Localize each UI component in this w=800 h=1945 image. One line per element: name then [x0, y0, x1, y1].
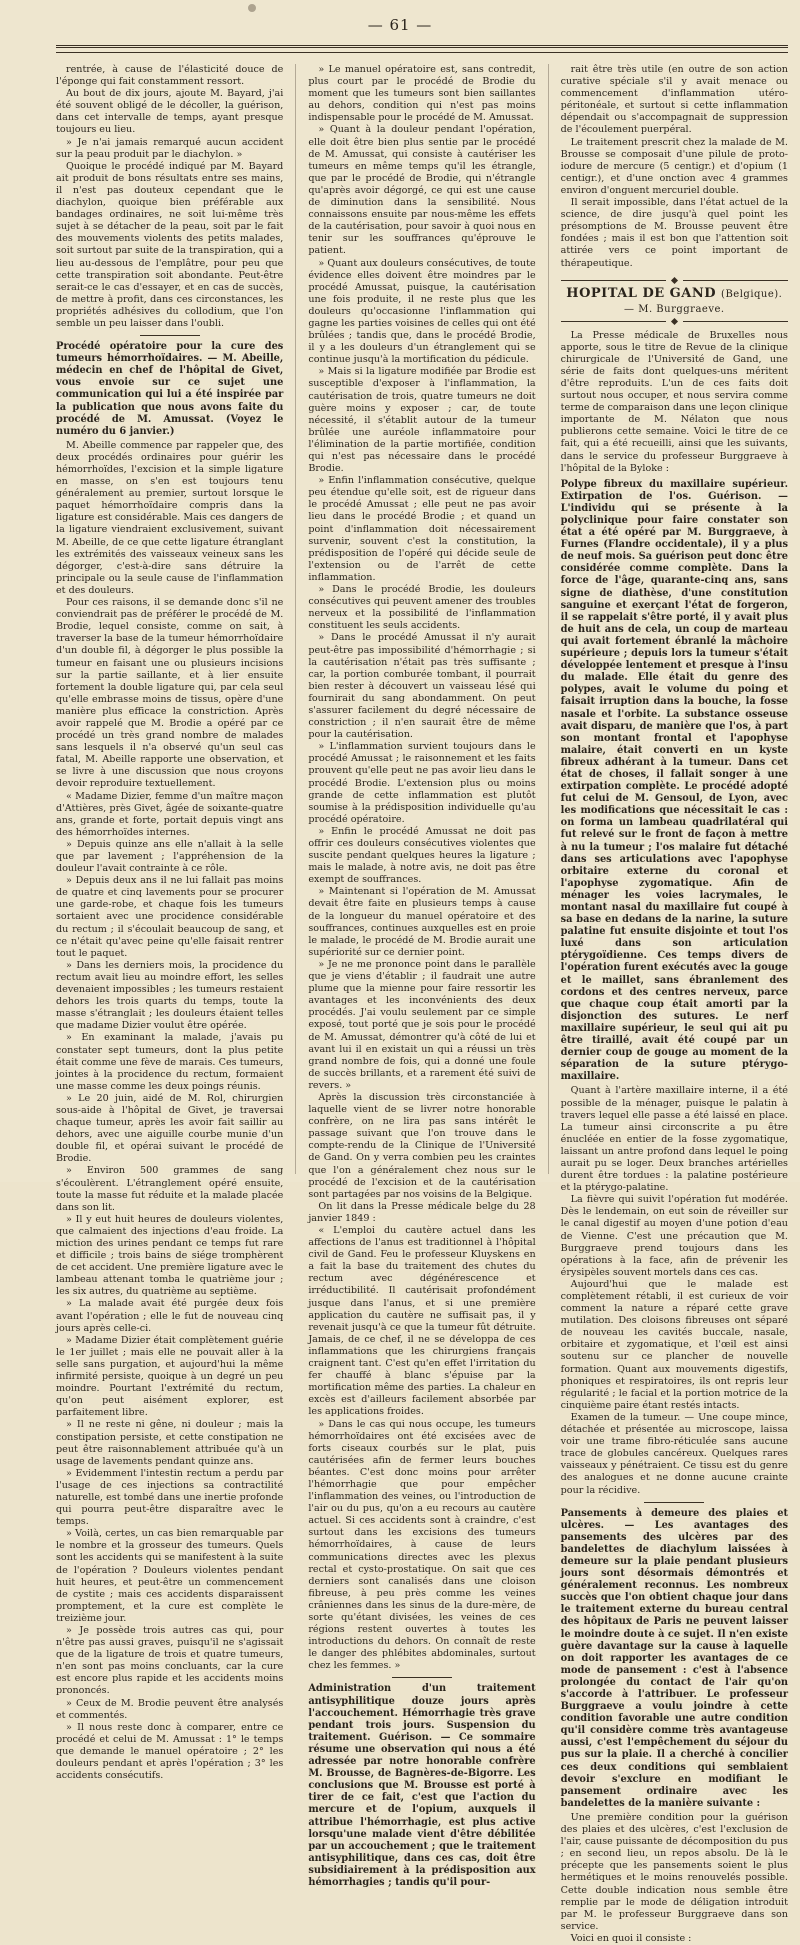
paragraph: On lit dans la Presse médicale belge du 28 janvier 1849 :	[308, 1200, 536, 1224]
paragraph: » Depuis quinze ans elle n'allait à la selle que par lavement ; l'appréhension de la douleur l'avait contrainte à ce rôle.	[56, 838, 284, 875]
paragraph: rentrée, à cause de l'élasticité douce de l'éponge qui fait constamment ressort.	[56, 64, 284, 88]
paragraph: » Ceux de M. Brodie peuvent être analysés et commentés.	[56, 1697, 284, 1721]
heading-pansements: Pansements à demeure des plaies et ulcères. — Les avantages des pansements des ulcères par des bandelettes de diachylum laissées à demeure sur la plaie pendant plusieurs jours sont désormais démontrés et généralement reconnus. Les nombreux succès que l'on obtient chaque jour dans le traitement externe du bureau central des hôpitaux de Paris ne peuvent laisser le moindre doute à ce sujet. Il n'en existe guère davantage sur la cause à laquelle on doit rapporter les avantages de ce mode de pansement : c'est à l'absence prolongée du contact de l'air qu'on s'accorde à l'attribuer. Le professeur Burggraeve a voulu joindre à cette condition favorable une autre condition qu'il considère comme très avantageuse aussi, c'est l'empêchement du séjour du pus sur la plaie. Il a cherché à concilier ces deux conditions qui semblaient devoir s'exclure en modifiant le pansement ordinaire avec les bandelettes de la manière suivante :	[560, 1507, 788, 1809]
paragraph: M. Abeille commence par rappeler que, des deux procédés ordinaires pour guérir les hémorrhoïdes, l'excision et la simple ligature en masse, on s'en est toujours tenu généralement au premier, surtout lorsque le paquet hémorrhoïdaire compris dans la ligature est considérable. Mais ces dangers de la ligature viendraient exclusivement, suivant M. Abeille, de ce que cette ligature étranglant les extrémités des vaisseaux veineux sans les dégorger, c'est-à-dire sans détruire la principale ou la seule cause de l'inflammation et des douleurs.	[56, 439, 284, 596]
paragraph: Quant à l'artère maxillaire interne, il a été possible de la ménager, puisque le palatin à travers lequel elle passe a été laissé en place. La tumeur ainsi circonscrite a pu être énucléée en entier de la fosse zygomatique, laissant un antre profond dans lequel le poing aurait pu se loger. Deux branches artérielles durent être tordues : la palatine postérieure et la ptérygo-palatine.	[560, 1085, 788, 1194]
paragraph: » Il nous reste donc à comparer, entre ce procédé et celui de M. Amussat : 1° le temps que demande le manuel opératoire ; 2° les douleurs pendant et après l'opération ; 3° les accidents consécutifs.	[56, 1721, 284, 1782]
paragraph: » Maintenant si l'opération de M. Amussat devait être faite en plusieurs temps à cause de la longueur du manuel opératoire et des souffrances, continues auxquelles est en proie le malade, le procédé de M. Brodie aurait une supériorité sur ce dernier point.	[308, 886, 536, 958]
paragraph: Aujourd'hui que le malade est complètement rétabli, il est curieux de voir comment la nature a réparé cette grave mutilation. Des cloisons fibreuses ont séparé de nouveau les cavités buccale, nasale, orbitaire et zygomatique, et l'œil est ainsi soutenu sur ce plancher de nouvelle formation. Quant aux mouvements digestifs, phoniques et respiratoires, ils ont repris leur régularité ; le facial et la portion motrice de la cinquième paire étant restés intacts.	[560, 1278, 788, 1411]
col1-intro	[56, 64, 283, 330]
paragraph: » En examinant la malade, j'avais pu constater sept tumeurs, dont la plus petite était comme une fève de marais. Ces tumeurs, jointes à la procidence du rectum, formaient une masse comme les deux poings réunis.	[56, 1032, 284, 1092]
paragraph: Une première condition pour la guérison des plaies et des ulcères, c'est l'exclusion de l'air, cause puissante de décomposition du pus ; en second lieu, un repos absolu. De là le précepte que les pansements soient le plus hermétiques et le moins renouvelés possible. Cette double indication nous semble être remplie par le mode de déligation introduit par M. le professeur Burggraeve dans son service.	[560, 1811, 788, 1932]
paragraph: » Je possède trois autres cas qui, pour n'être pas aussi graves, puisqu'il ne s'agissait que de la ligature de trois et quatre tumeurs, n'en sont pas moins concluants, car la cure est encore plus rapide et les accidents moins prononcés.	[56, 1625, 284, 1697]
col3-intro	[561, 64, 788, 270]
paragraph: Au bout de dix jours, ajoute M. Bayard, j'ai été souvent obligé de le décoller, la guérison, dans cet intervalle de temps, ayant presque toujours eu lieu.	[56, 88, 284, 136]
col3-pansements-body	[561, 1812, 788, 1945]
paragraph: Le traitement prescrit chez la malade de M. Brousse se composait d'une pilule de proto-iodure de mercure (5 centigr.) et d'opium (1 centigr.), et d'une onction avec 4 grammes environ d'onguent mercuriel double.	[560, 136, 788, 196]
paragraph: » Environ 500 grammes de sang s'écoulèrent. L'étranglement opéré ensuite, toute la masse fut réduite et la malade placée dans son lit.	[56, 1165, 284, 1213]
paragraph: » Je ne me prononce point dans le parallèle que je viens d'établir ; il faudrait une autre plume que la mienne pour faire ressortir les avantages et les inconvénients des deux procédés. J'ai voulu seulement par ce simple exposé, tout porté que je sois pour le procédé de M. Amussat, démontrer qu'à côté de lui et avant lui il en existait un qui a réussi un très grand nombre de fois, qui a donné une foule de succès brillants, et a rarement été suivi de revers. »	[308, 958, 536, 1091]
paragraph: Pour ces raisons, il se demande donc s'il ne conviendrait pas de préférer le procédé de M. Brodie, lequel consiste, comme on sait, à traverser la base de la tumeur hémorrhoïdaire d'un double fil, à dégorger le plus possible la tumeur en faisant une ou plusieurs incisions sur la partie saillante, et à lier ensuite fortement la double ligature qui, par cela seul qu'elle embrasse moins de tissus, opère d'une manière plus efficace la constriction. Après avoir rappelé que M. Brodie a opéré par ce procédé un très grand nombre de malades sans lesquels il n'a observé qu'un seul cas fatal, M. Abeille rapporte une observation, et se livre à une discussion que nous croyons devoir reproduire textuellement.	[56, 597, 284, 790]
col3-polype-body	[561, 1085, 788, 1496]
paragraph: « Madame Dizier, femme d'un maître maçon d'Attières, près Givet, âgée de soixante-quatre ans, grande et forte, portait depuis vingt ans des hémorrhoïdes internes.	[56, 790, 284, 838]
separator-rule	[140, 335, 200, 336]
col3-gand-intro	[561, 330, 788, 475]
separator-rule	[392, 1677, 452, 1678]
paragraph: » Enfin le procédé Amussat ne doit pas offrir ces douleurs consécutives violentes que suscite pendant quelques heures la ligature ; mais le malade, à notre avis, ne doit pas être exempt de souffrances.	[308, 825, 536, 886]
ink-spot	[248, 4, 256, 12]
paragraph: » Je n'ai jamais remarqué aucun accident sur la peau produit par le diachylon. »	[56, 136, 284, 160]
paragraph: » Evidemment l'intestin rectum a perdu par l'usage de ces injections sa contractilité naturelle, est tombé dans une inertie profonde qui pourra peut-être disparaître avec le temps.	[56, 1467, 284, 1528]
paragraph: » Dans les derniers mois, la procidence du rectum avait lieu au moindre effort, les selles devenaient impossibles ; les tumeurs restaient dehors les trois quarts du temps, toute la masse s'étranglait ; les douleurs étaient telles que madame Dizier voulut être opérée.	[56, 959, 284, 1032]
heading-hemorrhoid-procedure: Procédé opératoire pour la cure des tumeurs hémorrhoïdaires. — M. Abeille, médecin en chef de l'hôpital de Givet, vous envoie sur ce sujet une communication qui lui a été inspirée par la publication que nous avons faite du procédé de M. Amussat. (Voyez le numéro du 6 janvier.)	[56, 341, 284, 437]
text-columns	[56, 64, 788, 1944]
section-title	[561, 286, 788, 316]
paragraph: » La malade avait été purgée deux fois avant l'opération ; elle le fut de nouveau cinq jours après celle-ci.	[56, 1298, 284, 1334]
page-number: — 61 —	[367, 16, 433, 34]
header-rule	[56, 45, 788, 48]
section-title-text: HOPITAL DE GAND	[566, 285, 717, 301]
column-3	[560, 64, 788, 1944]
col2-body	[308, 64, 535, 1672]
paragraph: La fièvre qui suivit l'opération fut modérée. Dès le lendemain, on eut soin de réveiller sur le canal digestif au moyen d'une potion d'eau de Vienne. C'est une précaution que M. Burggraeve prend toujours dans les opérations à la face, afin de prévenir les érysipèles souvent mortels dans ces cas.	[560, 1194, 788, 1278]
paragraph: » Madame Dizier était complètement guérie le 1er juillet ; mais elle ne pouvait aller à la selle sans purgation, et aujourd'hui la même infirmité persiste, quoique à un degré un peu moindre. Pourtant l'extrémité du rectum, qu'on peut aisément explorer, est parfaitement libre.	[56, 1334, 284, 1419]
column-1	[56, 64, 284, 1782]
paragraph: » L'inflammation survient toujours dans le procédé Amussat ; le raisonnement et les faits prouvent qu'elle peut ne pas avoir lieu dans le procédé Brodie. L'extension plus ou moins grande de cette inflammation est plutôt soumise à la prédisposition individuelle qu'au procédé opératoire.	[308, 741, 536, 825]
column-separator	[548, 64, 549, 1174]
section-header	[561, 278, 788, 324]
column-separator	[295, 64, 296, 1174]
header-rule-thin	[56, 52, 788, 53]
paragraph: » Dans le cas qui nous occupe, les tumeurs hémorrhoïdaires ont été excisées avec de forts ciseaux courbés sur le plat, puis cautérisées afin de fermer leurs bouches béantes. C'est donc moins pour arrêter l'hémorrhagie que pour empêcher l'inflammation des veines, ou l'introduction de l'air ou du pus, qu'on a eu recours au cautère actuel. Si ces accidents sont à craindre, c'est surtout dans les excisions des tumeurs hémorrhoïdaires, à cause de leurs communications directes avec les plexus rectal et cysto-prostatique. On sait que ces derniers sont canalisés dans une cloison fibreuse, à peu près comme les veines crâniennes dans les sinus de la dure-mère, de sorte qu'étant divisées, les veines de ces régions restent ouvertes à toutes les introductions du dehors. On connaît de reste le danger des phlébites abdominales, surtout chez les femmes. »	[308, 1418, 536, 1672]
ornament-rule-bottom	[561, 319, 788, 324]
paragraph: » Quant aux douleurs consécutives, de toute évidence elles doivent être moindres par le procédé Amussat, puisque, la cautérisation une fois produite, il ne reste plus que les douleurs qu'occasionne l'inflammation qui gagne les parties voisines de celles qui ont été brûlées ; tandis que, dans le procédé Brodie, il y a les douleurs d'un étranglement qui se continue jusqu'à la mortification du pédicule.	[308, 257, 536, 366]
paragraph: La Presse médicale de Bruxelles nous apporte, sous le titre de Revue de la clinique chirurgicale de l'Université de Gand, une série de faits dont quelques-uns méritent d'être reproduits. L'un de ces faits doit surtout nous occuper, et nous servira comme terme de comparaison dans une leçon clinique importante de M. Nélaton que nous publierons cette semaine. Voici le titre de ce fait, qui a été recueilli, ainsi que les suivants, dans le service du professeur Burggraeve à l'hôpital de la Byloke :	[560, 329, 788, 474]
paragraph: « L'emploi du cautère actuel dans les affections de l'anus est traditionnel à l'hôpital civil de Gand. Feu le professeur Kluyskens en a fait la base du traitement des chutes du rectum avec dégénérescence et irréductibilité. Il cautérisait profondément jusque dans l'anus, et si une première application du cautère ne suffisait pas, il y revenait jusqu'à ce que la tumeur fût détruite. Jamais, de ce chef, il ne se développa de ces inflammations que les chirurgiens français craignent tant. C'est qu'en effet l'irritation du fer chauffé à blanc s'épuise par la mortification même des parties. La chaleur en excès est d'ailleurs facilement absorbée par les applications froides.	[308, 1225, 536, 1418]
paragraph: » Dans le procédé Brodie, les douleurs consécutives qui peuvent amener des troubles nerveux et la possibilité de l'inflammation constituent les seuls accidents.	[308, 584, 536, 632]
column-2	[308, 64, 536, 1888]
paragraph: » Le manuel opératoire est, sans contredit, plus court par le procédé de Brodie du moment que les tumeurs sont bien saillantes au dehors, condition qui n'est pas moins indispensable pour le procédé de M. Amussat.	[308, 64, 536, 124]
paragraph: » Il ne reste ni gêne, ni douleur ; mais la constipation persiste, et cette constipation ne peut être raisonnablement attribuée qu'à un usage de lavements pendant quinze ans.	[56, 1419, 284, 1467]
paragraph: » Depuis deux ans il ne lui fallait pas moins de quatre et cinq lavements pour se procurer une garde-robe, et chaque fois les tumeurs sortaient avec une procidence considérable du rectum ; il s'écoulait beaucoup de sang, et ce n'était qu'avec peine qu'elle faisait rentrer tout le paquet.	[56, 875, 284, 959]
paragraph: » Il y eut huit heures de douleurs violentes, que calmaient des injections d'eau froide. La miction des urines pendant ce temps fut rare et difficile ; trois bains de siége tromphèrent de cet accident. Une première ligature avec le lambeau attenant tomba le quatrième jour ; les six autres, du quatrième au septième.	[56, 1213, 284, 1298]
paragraph: Examen de la tumeur. — Une coupe mince, détachée et présentée au microscope, laissa voir une trame fibro-réticulée sans aucune trace de globules cancéreux. Quelques rares vaisseaux y pénétraient. Ce tissu est du genre des analogues et ne donne aucune crainte pour la récidive.	[560, 1411, 788, 1496]
ornament-rule-top	[561, 278, 788, 283]
heading-polype: Polype fibreux du maxillaire supérieur. Extirpation de l'os. Guérison. — L'individu qui se présente à la polyclinique pour faire constater son état a été opéré par M. Burggraeve, à Furnes (Flandre occidentale), il y a plus de neuf mois. Sa guérison peut donc être considérée comme complète. Dans la force de l'âge, quarante-cinq ans, sans signe de diathèse, d'une constitution sanguine et exerçant l'état de forgeron, il se rappelait s'être porté, il y avait plus de huit ans de cela, un coup de marteau qui avait fortement ébranlé la mâchoire supérieure ; depuis lors la tumeur s'était développée lentement et presque à l'insu du malade. Elle était du genre des polypes, avait le volume du poing et faisait irruption dans la bouche, la fosse nasale et l'orbite. La substance osseuse avait disparu, de manière que l'os, à part son montant frontal et l'apophyse malaire, était converti en un kyste fibreux adhérant à la tumeur. Dans cet état de choses, il fallait songer à une extirpation complète. Le procédé adopté fut celui de M. Gensoul, de Lyon, avec les modifications que nécessitait le cas : on forma un lambeau quadrilatéral qui fut relevé sur le front de façon à mettre à nu la tumeur ; l'os malaire fut détaché dans ses articulations avec l'apophyse orbitaire externe du coronal et l'apophyse zygomatique. Afin de ménager les voies lacrymales, le montant nasal du maxillaire fut coupé à sa base en dedans de la narine, la suture palatine fut ensuite disjointe et tout l'os luxé dans son articulation ptérygoïdienne. Ces temps divers de l'opération furent exécutés avec la gouge et le maillet, sans ébranlement des cordons et des centres nerveux, parce que chaque coup était amorti par la disjonction des sutures. Le nerf maxillaire supérieur, le seul qui ait pu être tiraillé, avait été coupé par un dernier coup de gouge au moment de la séparation de la suture ptérygo-maxillaire.	[560, 478, 788, 1083]
paragraph: Voici en quoi il consiste :	[570, 1932, 692, 1944]
paragraph: Quoique le procédé indiqué par M. Bayard ait produit de bons résultats entre ses mains, il n'est pas douteux cependant que le diachylon, quoique bien préférable aux bandages ordinaires, ne soit lui-même très sujet à se détacher de la peau, soit par le fait des mouvements violents des petits malades, soit surtout par suite de la transpiration, qui a lieu au-dessous de l'emplâtre, pour peu que cette transpiration soit abondante. Peut-être serait-ce le cas d'essayer, et en cas de succès, de mettre à profit, dans ces circonstances, les propriétés adhésives du collodium, que l'on semble un peu laisser dans l'oubli.	[56, 160, 284, 329]
section-byline: (Belgique). — M. Burggraeve.	[624, 288, 783, 315]
paragraph: Il serait impossible, dans l'état actuel de la science, de dire jusqu'à quel point les présomptions de M. Brousse peuvent être fondées ; mais il est bon que l'attention soit attirée vers ce point important de thérapeutique.	[560, 197, 788, 269]
separator-rule	[644, 1502, 704, 1503]
paragraph: » Le 20 juin, aidé de M. Rol, chirurgien sous-aide à l'hôpital de Givet, je traversai chaque tumeur, après les avoir fait saillir au dehors, avec une aiguille courbe munie d'un double fil, et opérai suivant le procédé de Brodie.	[56, 1092, 284, 1165]
paragraph: » Dans le procédé Amussat il n'y aurait peut-être pas impossibilité d'hémorrhagie ; si la cautérisation n'était pas très suffisante ; car, la portion comburée tombant, il pourrait bien rester à découvert un vaisseau lésé qui fournirait du sang abondamment. On peut s'assurer facilement du degré nécessaire de constriction ; il n'en saurait être de même pour la cautérisation.	[308, 632, 536, 741]
paragraph: » Mais si la ligature modifiée par Brodie est susceptible d'exposer à l'inflammation, la cautérisation de trois, quatre tumeurs ne doit guère moins y exposer ; car, de toute nécessité, il s'établit autour de la tumeur brûlée une auréole inflammatoire pour l'élimination de la partie mortifiée, condition qui n'est pas nécessaire dans le procédé Brodie.	[308, 366, 536, 475]
paragraph: » Voilà, certes, un cas bien remarquable par le nombre et la grosseur des tumeurs. Quels sont les accidents qui se manifestent à la suite de l'opération ? Douleurs violentes pendant huit heures, et peut-être un commencement de cystite ; mais ces accidents disparaissent promptement, et la cure est complète le treizième jour.	[56, 1528, 284, 1624]
paragraph: » Quant à la douleur pendant l'opération, elle doit être bien plus sentie par le procédé de M. Amussat, qui consiste à cautériser les tumeurs en même temps qu'il les étrangle, que par le procédé de Brodie, qui n'étrangle qu'après avoir dégorgé, ce qui est une cause de diminution dans la sensibilité. Nous connaissons ensuite par nous-même les effets de la cautérisation, pour savoir à quoi nous en tenir sur les souffrances qu'éprouve le patient.	[308, 124, 536, 257]
paragraph: Après la discussion très circonstanciée à laquelle vient de se livrer notre honorable confrère, on ne lira pas sans intérêt le passage suivant que l'on trouve dans le compte-rendu de la Clinique de l'Université de Gand. On y verra combien peu les craintes que l'on a généralement chez nous sur le procédé de l'excision et de la cautérisation sont partagées par nos voisins de la Belgique.	[308, 1091, 536, 1200]
heading-antisyphilitic: Administration d'un traitement antisyphilitique douze jours après l'accouchement. Hémorrhagie très grave pendant trois jours. Suspension du traitement. Guérison. — Ce sommaire résume une observation qui nous a été adressée par notre honorable confrère M. Brousse, de Bagnères-de-Bigorre. Les conclusions que M. Brousse est porté à tirer de ce fait, c'est que l'action du mercure et de l'opium, auxquels il attribue l'hémorrhagie, est plus active lorsqu'une malade vient d'être débilitée par un accouchement ; que le traitement antisyphilitique, dans ces cas, doit être subsidiairement à la prédisposition aux hémorrhagies ; tandis qu'il pour-	[308, 1683, 536, 1888]
paragraph: rait être très utile (en outre de son action curative spéciale s'il y avait menace ou commencement d'inflammation utéro-péritonéale, et surtout si cette inflammation dépendait ou s'accompagnait de suppression de l'écoulement puerpéral.	[560, 64, 788, 136]
col1-main	[56, 440, 283, 1782]
paragraph: » Enfin l'inflammation consécutive, quelque peu étendue qu'elle soit, est de rigueur dans le procédé Amussat ; elle peut ne pas avoir lieu dans le procédé Brodie ; et quand un point d'inflammation doit nécessairement survenir, souvent c'est la constitution, la prédisposition de l'opéré qui décide seule de l'extension ou de l'arrêt de cette inflammation.	[308, 475, 536, 583]
